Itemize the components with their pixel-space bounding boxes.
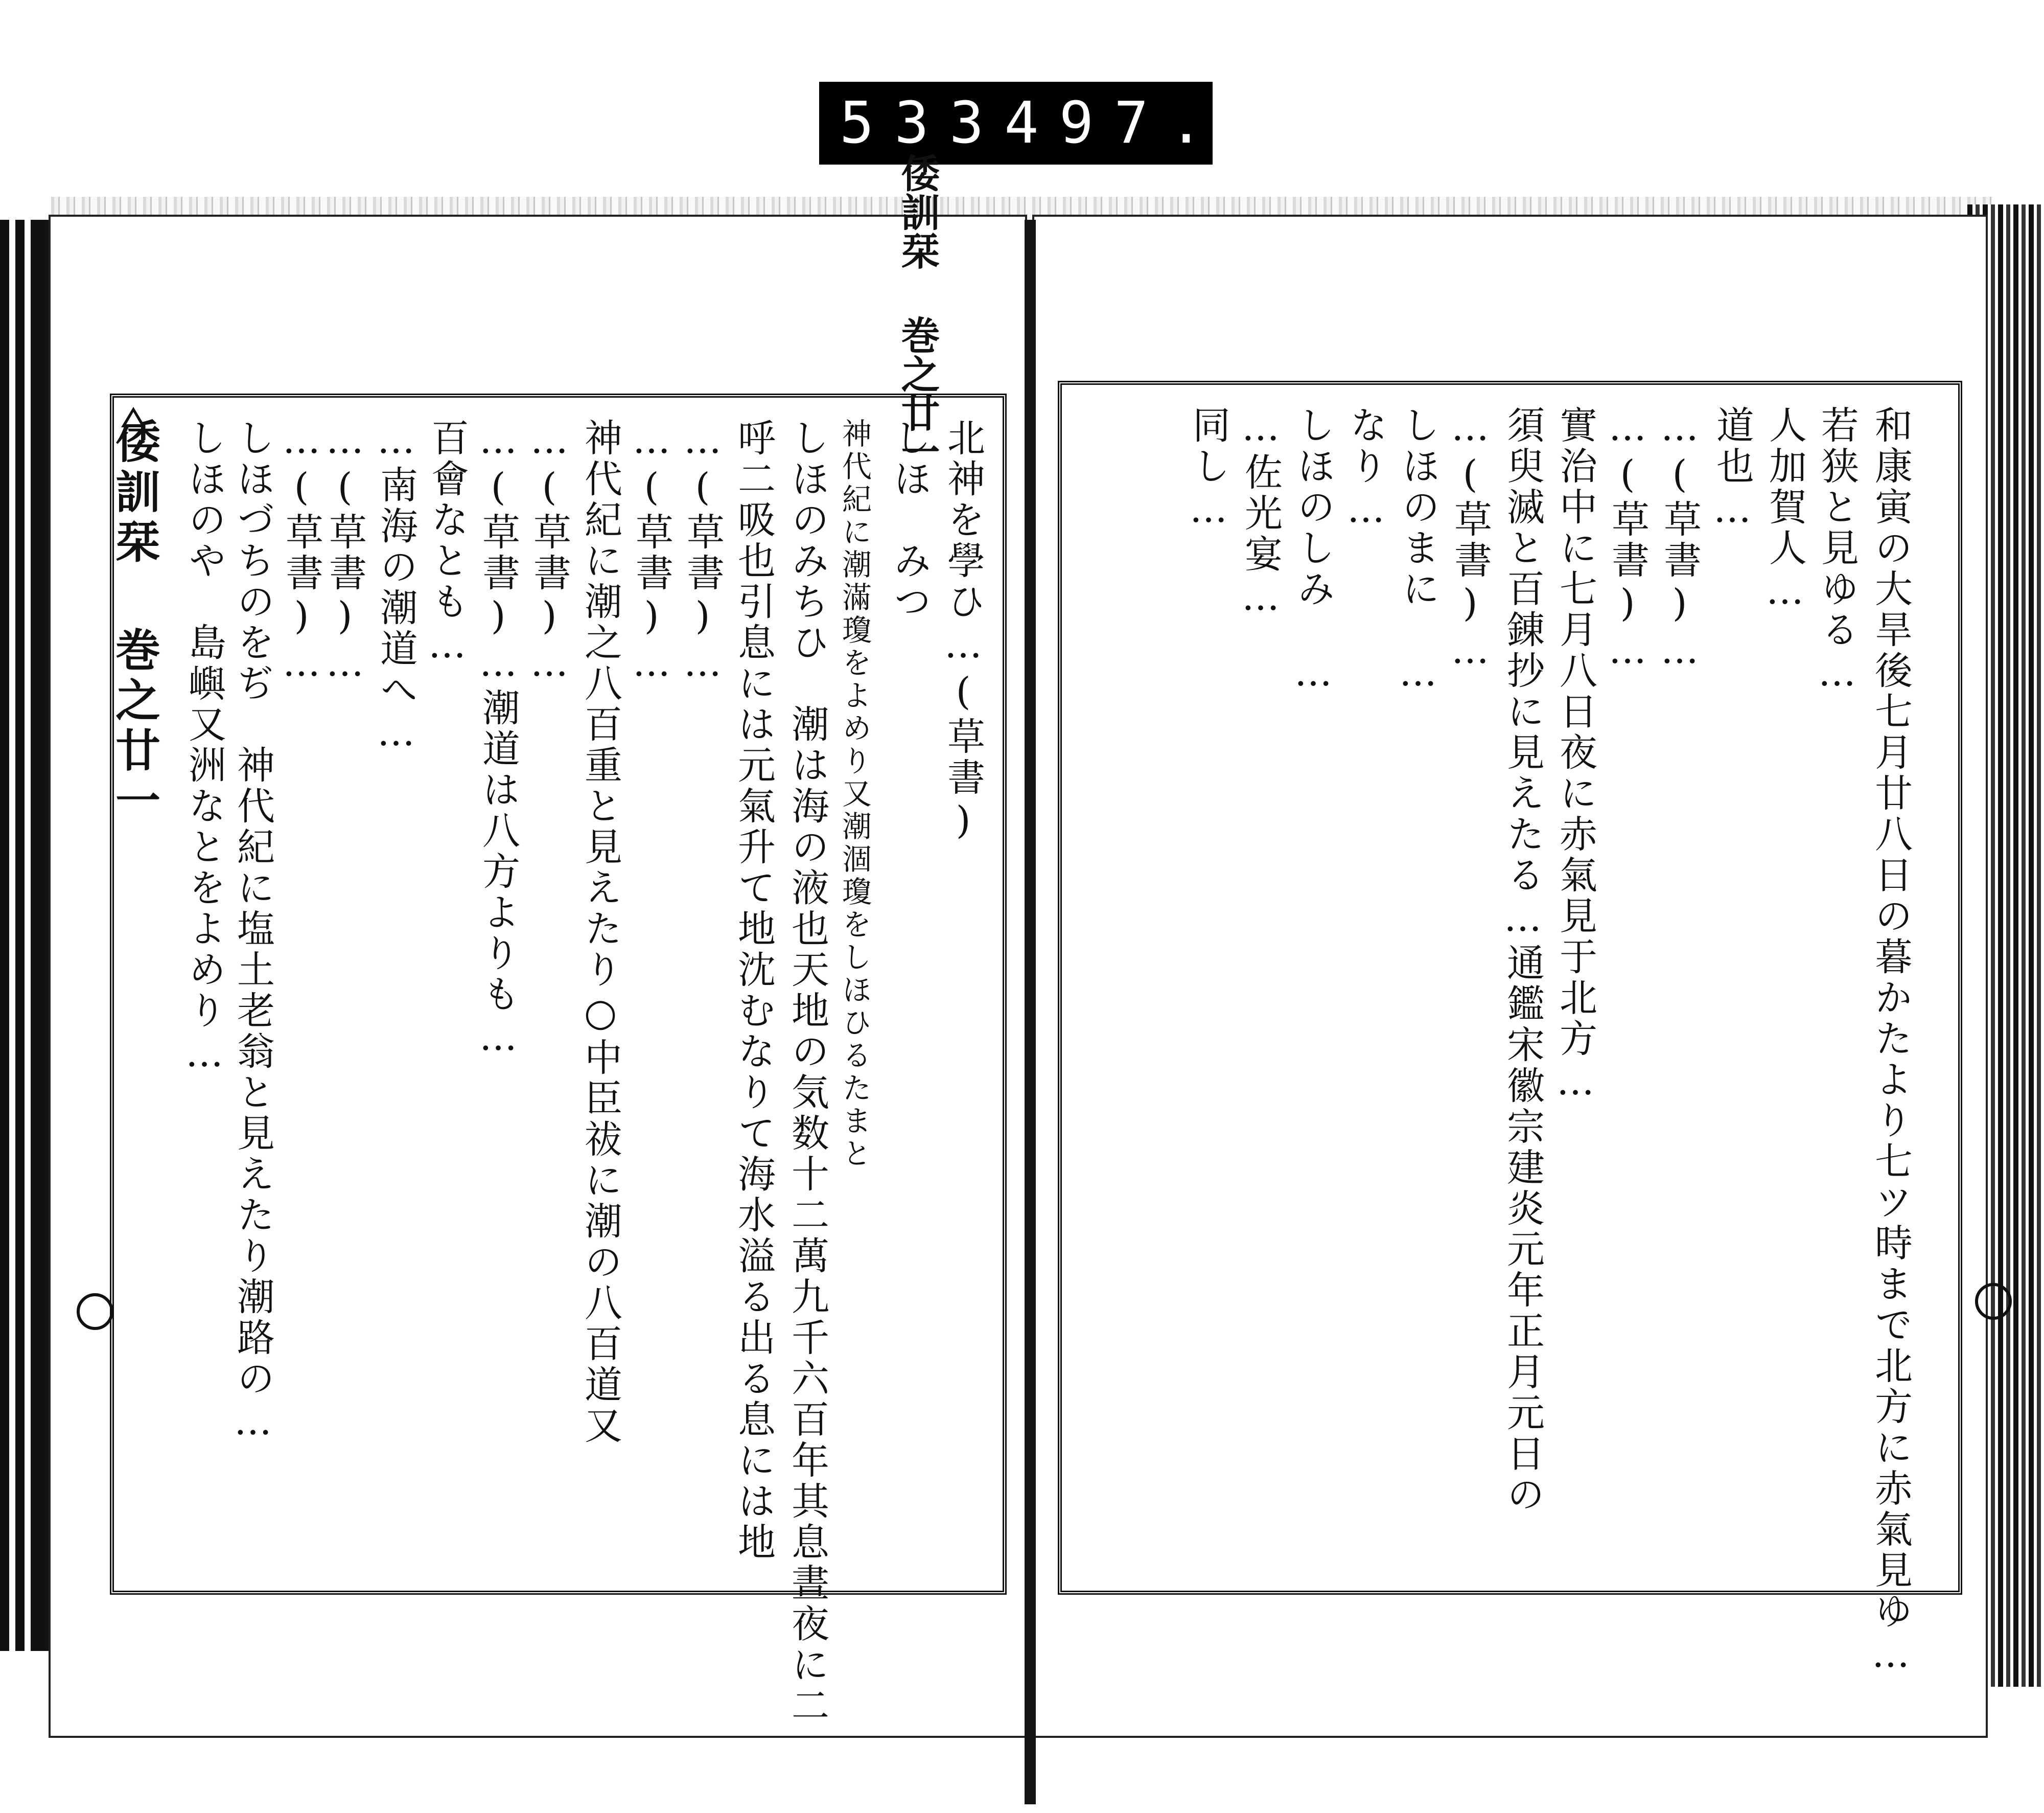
right-line: しほのしみ … [1291, 405, 1335, 698]
right-edge-circle-icon [1975, 1283, 2012, 1320]
right-line: 道也… [1710, 405, 1754, 534]
left-line: …南海の潮道へ… [374, 418, 418, 758]
left-text-frame [108, 394, 1007, 1727]
left-page-edge [0, 220, 56, 1651]
scan-label-left: 533 [840, 90, 1005, 156]
left-line: しほづちのをぢ 神代紀に塩土老翁と見えたり潮路の… [231, 418, 275, 1447]
right-line: 實治中に七月八日夜に赤氣見于北方… [1553, 405, 1597, 1107]
left-line: 北神を學ひ…(草書) [941, 418, 985, 845]
scan-label-right: 497. [1004, 90, 1224, 156]
right-line: 同し… [1187, 405, 1230, 534]
right-line: 和康寅の大旱後七月廿八日の暮かたより七ツ時まで北方に赤氣見ゆ… [1869, 405, 1913, 1679]
left-line: 神代紀に潮滿瓊をよめり又潮涸瓊をしほひるたまと [837, 418, 872, 1171]
right-line: 人加賀人… [1763, 405, 1807, 616]
left-margin-title: 倭訓栞 巻之廿一 [120, 398, 167, 1591]
right-line: しほのまに … [1396, 405, 1440, 698]
right-margin-title: 倭訓栞 巻之廿一 [895, 153, 940, 471]
left-line: …(草書)… [527, 418, 571, 688]
right-line: 若狭と見ゆる… [1815, 405, 1859, 698]
left-line: …(草書)… [681, 418, 725, 688]
book-spine [1025, 220, 1036, 1804]
scan-label [819, 82, 1224, 165]
left-line: 呼二吸也引息には元氣升て地沈むなりて海水溢る出る息には地 [732, 418, 776, 1563]
right-line: 須臾滅と百錬抄に見えたる…通鑑宋徽宗建炎元年正月元日の [1501, 405, 1545, 1516]
left-line: …(草書)… [280, 418, 323, 688]
triangle-mark-icon [121, 407, 146, 427]
left-line: 神代紀に潮之八百重と見えたり○中臣祓に潮の八百道又 [578, 418, 622, 1447]
right-line: なり… [1344, 405, 1388, 534]
right-text-frame [1058, 381, 1962, 1679]
left-line: …(草書)… [323, 418, 367, 688]
left-edge-circle-icon [77, 1293, 113, 1330]
right-line: …(草書)… [1658, 405, 1702, 675]
left-line: 百會なとも… [425, 418, 469, 670]
left-line: しほのや 島嶼又洲なとをよめり… [182, 418, 226, 1078]
left-line: …(草書)…潮道は八方よりも… [476, 418, 520, 1062]
left-line: …(草書)… [630, 418, 673, 688]
right-line: …(草書)… [1606, 405, 1650, 675]
right-line: …佐光宴… [1239, 405, 1283, 622]
left-line: しほ みつ [888, 418, 932, 623]
right-line: …(草書)… [1448, 405, 1492, 675]
left-line: しほのみちひ 潮は海の液也天地の気数十二萬九千六百年其息晝夜に二 [785, 418, 829, 1727]
